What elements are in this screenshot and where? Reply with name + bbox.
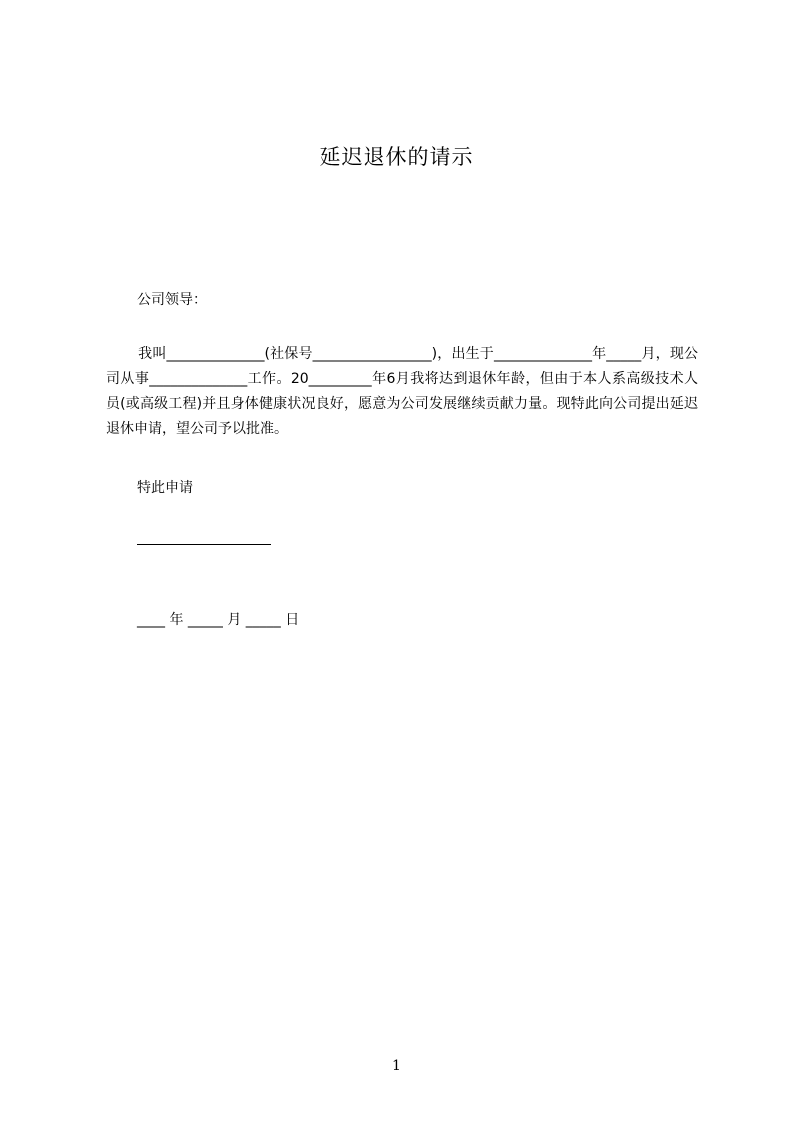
- date-line: ____ 年 _____ 月 _____ 日: [137, 612, 300, 628]
- body-paragraph: [106, 342, 698, 442]
- closing-phrase: 特此申请: [137, 480, 193, 496]
- document-title: 延迟退休的请示: [319, 145, 474, 169]
- body-text: 我叫______________(社保号_________________)，出生于______________年_____月，现公司从事______________工作。20_________年6月我将达到退休年龄，但由于本人系高级技术人员(或高级工程)并且身体健康状况良好，愿意为公司发展继续贡献力量。现特此向公司提出延迟退休申请，望公司予以批准。: [106, 346, 698, 437]
- page-number: 1: [392, 1058, 401, 1074]
- signature-line: [137, 544, 271, 545]
- salutation: 公司领导：: [137, 292, 207, 308]
